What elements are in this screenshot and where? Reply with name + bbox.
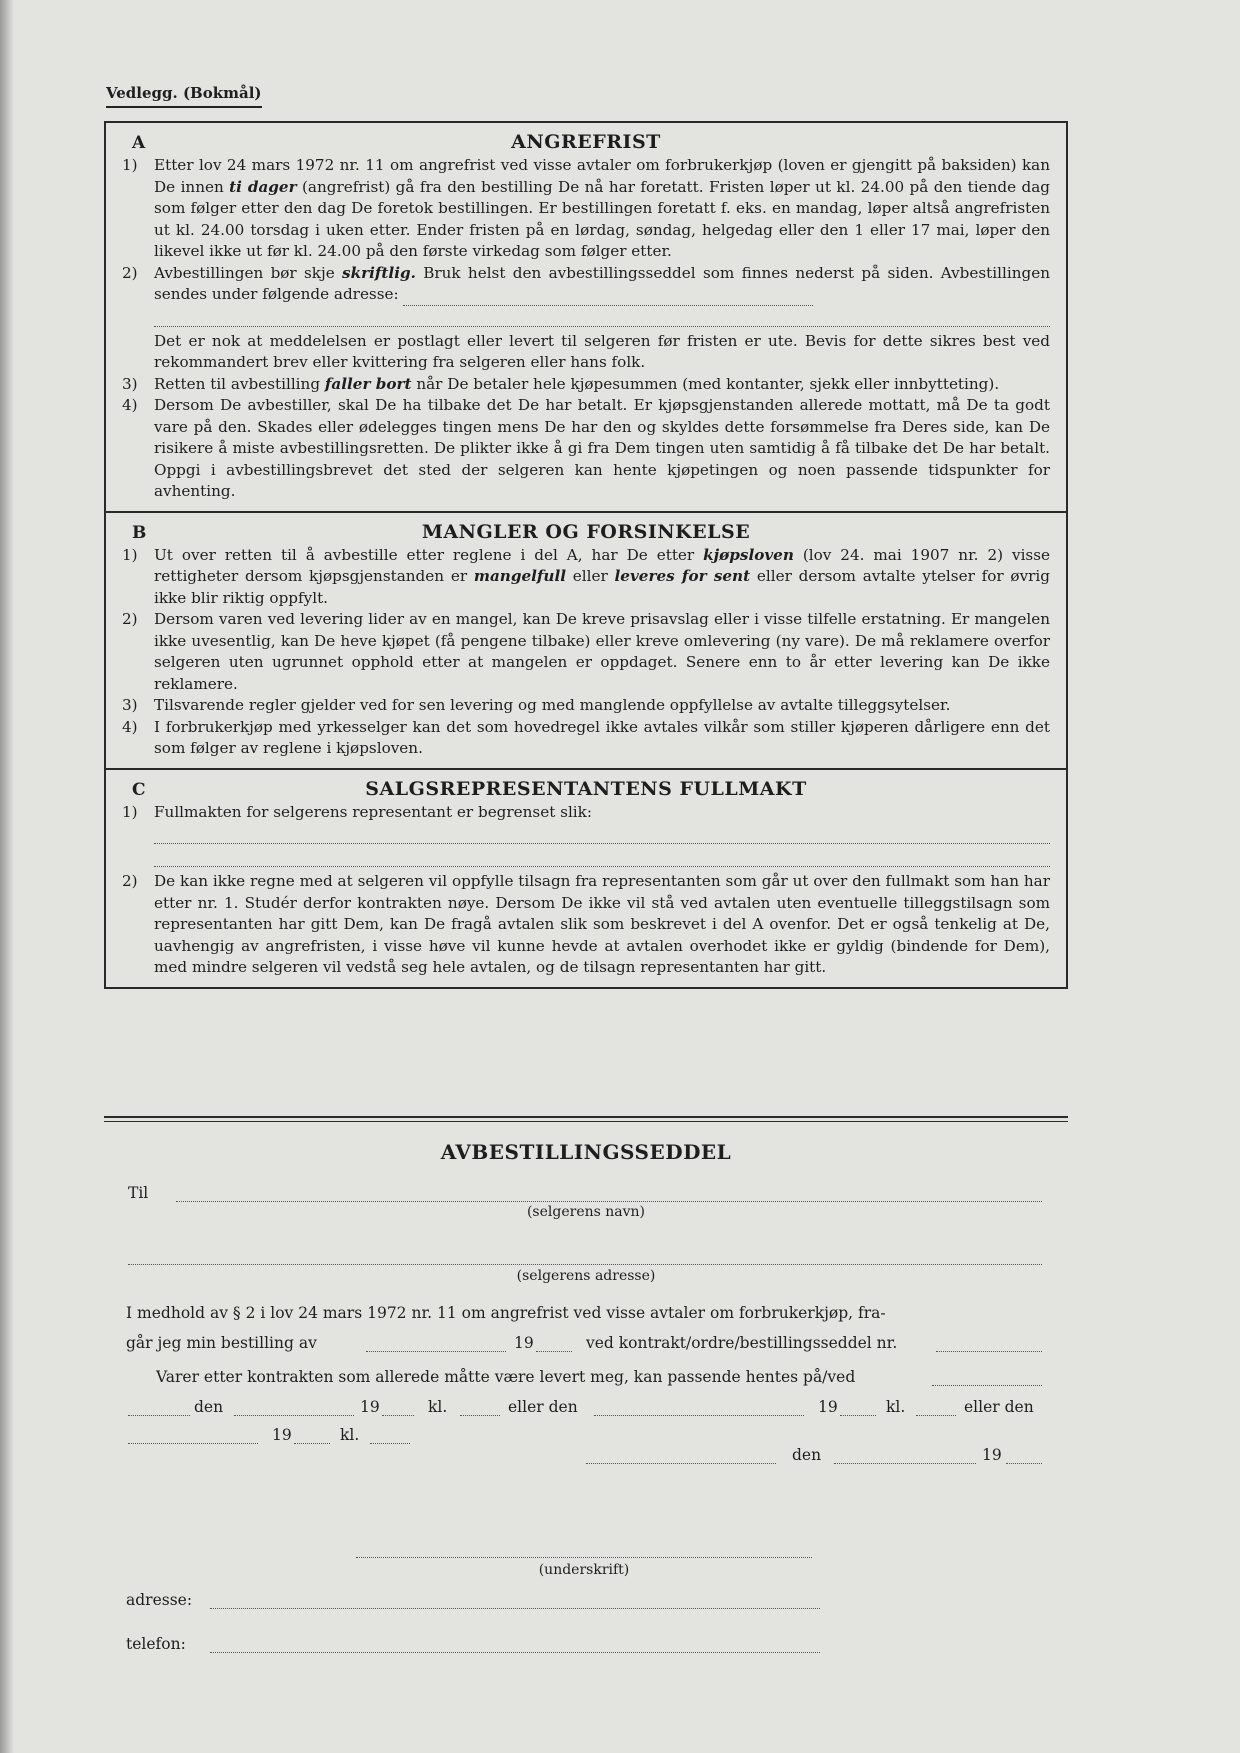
- signature-caption: (underskrift): [538, 1562, 630, 1578]
- section-b-item-3: 3) Tilsvarende regler gjelder ved for sen levering og med manglende oppfyllelse av avtalte tilleggsytelser.: [122, 696, 951, 714]
- phone-field[interactable]: [210, 1651, 820, 1653]
- pickup-time-3-field[interactable]: [370, 1442, 410, 1444]
- section-a-note: Det er nok at meddelelsen er postlagt eller levert til selgeren før fristen er ute. Bevis for dette sikres best ved rekommandert brev eller kvittering fra selgeren eller hans folk.: [154, 331, 1050, 371]
- den-label-sign: den: [792, 1446, 822, 1464]
- signature-field[interactable]: [356, 1556, 812, 1558]
- pickup-year-3-field[interactable]: [294, 1442, 330, 1444]
- section-c-title: SALGSREPRESENTANTENS FULLMAKT: [365, 777, 807, 800]
- year-label-2: 19: [818, 1398, 838, 1416]
- section-a-title: ANGREFRIST: [511, 131, 661, 153]
- eller-den-label-1: eller den: [508, 1398, 578, 1416]
- seller-address-caption: (selgerens adresse): [516, 1268, 656, 1284]
- order-number-field[interactable]: [936, 1350, 1042, 1352]
- address-line-1[interactable]: [403, 289, 813, 306]
- page-edge-shadow: [0, 0, 14, 1753]
- year-label-sign: 19: [982, 1446, 1002, 1464]
- pickup-date-3-field[interactable]: [128, 1442, 258, 1444]
- kl-label-1: kl.: [428, 1398, 448, 1416]
- seller-name-caption: (selgerens navn): [526, 1204, 646, 1220]
- terms-box: [104, 121, 1068, 989]
- seller-name-field[interactable]: [176, 1200, 1042, 1202]
- section-b: [106, 513, 1066, 770]
- section-b-item-4: 4) I forbrukerkjøp med yrkesselger kan det som hovedregel ikke avtales vilkår som stiller kjøperen dårligere enn det som følger av reglene i kjøpsloven.: [122, 717, 1050, 757]
- to-label: Til: [128, 1184, 149, 1202]
- cancel-line-2-c: ved kontrakt/ordre/bestillingsseddel nr.: [586, 1334, 898, 1352]
- section-b-item-1: 1) Ut over retten til å avbestille etter reglene i del A, har De etter kjøpsloven (lov 24. mai 1907 nr. 2) visse rettigheter dersom kjøpsgjenstanden er mangelfull eller leveres for sent eller dersom avtalte ytelser for øvrig ikke blir riktig oppfylt.: [122, 545, 1050, 607]
- section-c: [106, 770, 1066, 987]
- cancel-line-2-year: 19: [514, 1334, 534, 1352]
- year-label-1: 19: [360, 1398, 380, 1416]
- attachment-header: Vedlegg. (Bokmål): [106, 84, 262, 108]
- pickup-time-2-field[interactable]: [916, 1414, 956, 1416]
- section-c-letter: C: [132, 779, 146, 800]
- address-label: adresse:: [126, 1591, 193, 1609]
- cut-line-thin: [104, 1121, 1068, 1122]
- kl-label-3: kl.: [340, 1426, 360, 1444]
- section-a-item-4: 4) Dersom De avbestiller, skal De ha tilbake det De har betalt. Er kjøpsgjenstanden allerede mottatt, må De ta godt vare på den. Skades eller ødelegges tingen mens De har den og skyldes dette forsømmelse fra Deres side, kan De risikere å miste avbestillingsretten. De plikter ikke å gi fra Dem tingen uten samtidig å få tilbake det De har betalt. Oppgi i avbestillingsbrevet det sted der selgeren kan hente kjøpetingen og noen passende tidspunkter for avhenting.: [122, 396, 1050, 500]
- pickup-day-1-field[interactable]: [128, 1414, 190, 1416]
- address-line-2[interactable]: [154, 308, 1050, 327]
- section-b-title: MANGLER OG FORSINKELSE: [421, 520, 751, 543]
- order-year-field[interactable]: [536, 1350, 572, 1352]
- address-field[interactable]: [210, 1607, 820, 1609]
- pickup-year-1-field[interactable]: [382, 1414, 414, 1416]
- phone-label: telefon:: [126, 1635, 186, 1653]
- authority-line-1[interactable]: [154, 825, 1050, 844]
- cancel-paragraph-line-1: I medhold av § 2 i lov 24 mars 1972 nr. 11 om angrefrist ved visse avtaler om forbrukerkjøp, fra-: [126, 1304, 886, 1322]
- pickup-time-1-field[interactable]: [460, 1414, 500, 1416]
- pickup-date-2-field[interactable]: [594, 1414, 804, 1416]
- cancel-line-2-a: går jeg min bestilling av: [126, 1334, 317, 1352]
- section-a-item-1: 1) Etter lov 24 mars 1972 nr. 11 om angrefrist ved visse avtaler om forbrukerkjøp (loven er gjengitt på baksiden) kan De innen ti dager (angrefrist) gå fra den bestilling De nå har foretatt. Fristen løper ut kl. 24.00 på den tiende dag som følger etter den dag De foretok bestillingen. Er bestillingen foretatt f. eks. en mandag, løper altså angrefristen ut kl. 24.00 torsdag i uken etter. Ender fristen på en lørdag, søndag, helgedag eller den 1 eller 17 mai, løper den likevel ikke ut før kl. 24.00 på den første virkedag som følger etter.: [122, 156, 1050, 260]
- section-b-letter: B: [132, 522, 147, 543]
- section-b-item-2: 2) Dersom varen ved levering lider av en mangel, kan De kreve prisavslag eller i visse tilfelle erstatning. Er mangelen ikke uvesentlig, kan De heve kjøpet (få pengene tilbake) eller kreve omlevering (ny vare). De må reklamere overfor selgeren uten ugrunnet opphold etter at mangelen er oppdaget. Senere enn to år etter levering kan De ikke reklamere.: [122, 610, 1050, 693]
- eller-den-label-2: eller den: [964, 1398, 1034, 1416]
- kl-label-2: kl.: [886, 1398, 906, 1416]
- sign-place-field[interactable]: [586, 1462, 776, 1464]
- sign-date-field[interactable]: [834, 1462, 976, 1464]
- sign-year-field[interactable]: [1006, 1462, 1042, 1464]
- seller-address-field[interactable]: [128, 1263, 1042, 1265]
- cut-line: [104, 1116, 1068, 1118]
- form-title: AVBESTILLINGSSEDDEL: [440, 1140, 732, 1164]
- order-date-field[interactable]: [366, 1350, 506, 1352]
- pickup-year-2-field[interactable]: [840, 1414, 876, 1416]
- section-a: [106, 123, 1066, 513]
- den-label-1: den: [194, 1398, 224, 1416]
- section-c-item-1: 1) Fullmakten for selgerens representant er begrenset slik:: [122, 802, 592, 821]
- pickup-text: Varer etter kontrakten som allerede måtte være levert meg, kan passende hentes på/ved: [156, 1368, 856, 1386]
- year-label-3: 19: [272, 1426, 292, 1444]
- pickup-date-1-field[interactable]: [234, 1414, 354, 1416]
- section-a-letter: A: [132, 133, 146, 153]
- section-a-item-3: 3) Retten til avbestilling faller bort når De betaler hele kjøpesummen (med kontanter, sjekk eller innbytteting).: [122, 374, 1000, 393]
- section-a-item-2: 2) Avbestillingen bør skje skriftlig. Bruk helst den avbestillingsseddel som finnes nederst på siden. Avbestillingen sendes under følgende adresse:: [122, 263, 1050, 306]
- authority-line-2[interactable]: [154, 848, 1050, 867]
- pickup-place-field[interactable]: [932, 1384, 1042, 1386]
- section-c-item-2: 2) De kan ikke regne med at selgeren vil oppfylle tilsagn fra representanten som går ut over den fullmakt som han har etter nr. 1. Studér derfor kontrakten nøye. Dersom De ikke vil stå ved avtalen uten eventuelle tilleggstilsagn som representanten har gitt Dem, kan De fragå avtalen slik som beskrevet i del A ovenfor. Det er også tenkelig at De, uavhengig av angrefristen, i visse høve vil kunne hevde at avtalen overhodet ikke er gyldig (bindende for Dem), med mindre selgeren vil vedstå seg hele avtalen, og de tilsagn representanten har gitt.: [122, 872, 1050, 976]
